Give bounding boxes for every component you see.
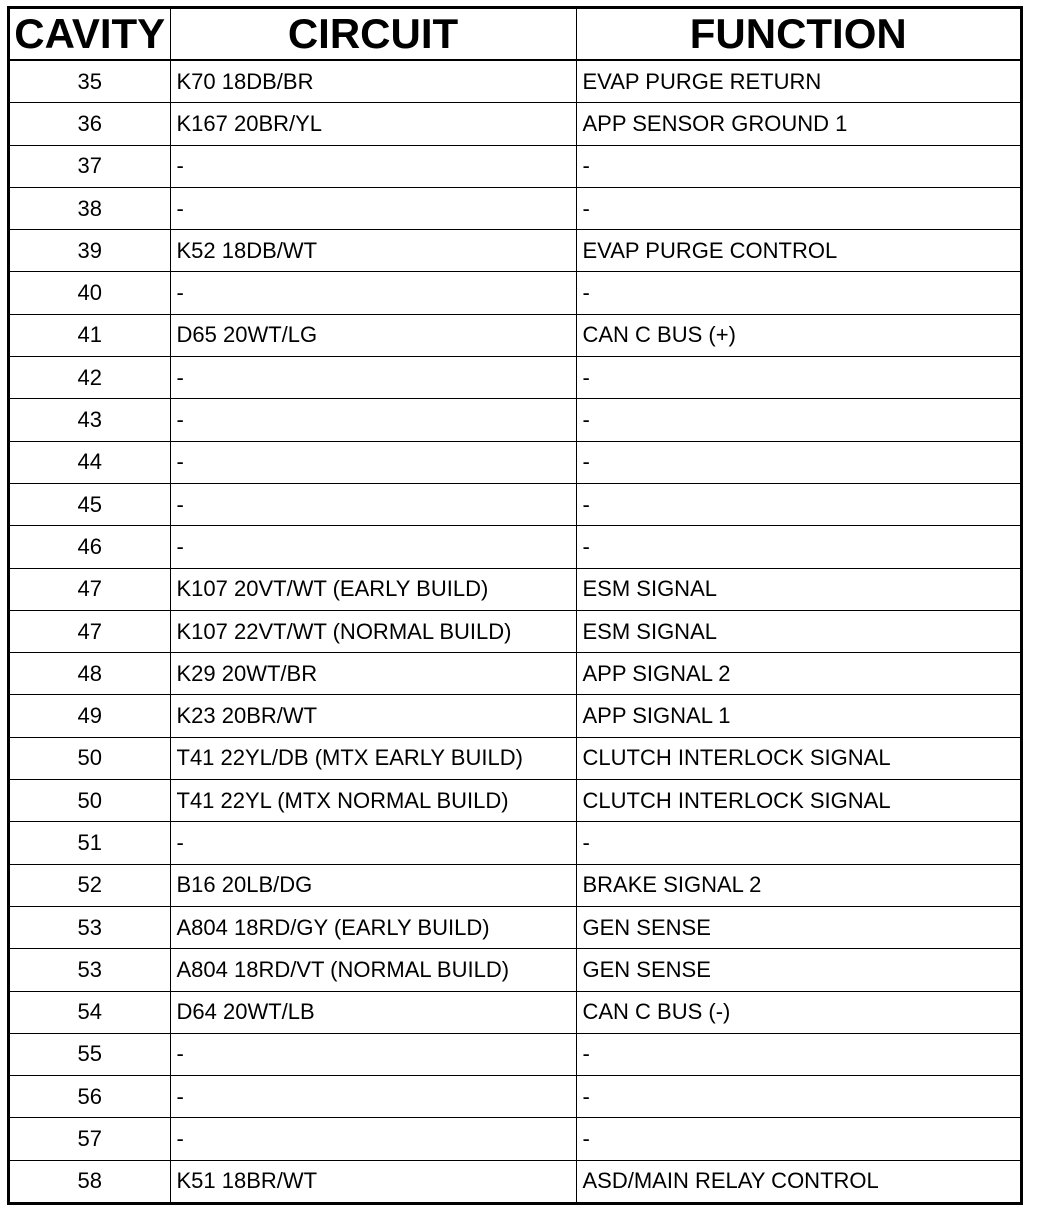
function-cell: -: [576, 399, 1020, 441]
cavity-cell: 39: [10, 230, 170, 272]
circuit-cell: -: [170, 441, 576, 483]
cavity-cell: 56: [10, 1076, 170, 1118]
pinout-table: [10, 9, 1020, 1202]
cavity-cell: 58: [10, 1160, 170, 1202]
function-cell: EVAP PURGE RETURN: [576, 60, 1020, 103]
cavity-cell: 51: [10, 822, 170, 864]
table-row: [10, 991, 1020, 1033]
cavity-cell: 40: [10, 272, 170, 314]
function-cell: ESM SIGNAL: [576, 610, 1020, 652]
table-row: [10, 357, 1020, 399]
connector-pinout-table: [7, 6, 1023, 1205]
cavity-cell: 42: [10, 357, 170, 399]
header-cavity: CAVITY: [10, 9, 170, 60]
cavity-cell: 48: [10, 653, 170, 695]
circuit-cell: -: [170, 526, 576, 568]
function-cell: EVAP PURGE CONTROL: [576, 230, 1020, 272]
table-body: [10, 60, 1020, 1202]
table-row: [10, 822, 1020, 864]
table-row: [10, 1118, 1020, 1160]
circuit-cell: A804 18RD/VT (NORMAL BUILD): [170, 949, 576, 991]
function-cell: APP SIGNAL 2: [576, 653, 1020, 695]
function-cell: ESM SIGNAL: [576, 568, 1020, 610]
circuit-cell: -: [170, 483, 576, 525]
function-cell: APP SENSOR GROUND 1: [576, 103, 1020, 145]
table-row: [10, 399, 1020, 441]
function-cell: -: [576, 1033, 1020, 1075]
header-function: FUNCTION: [576, 9, 1020, 60]
function-cell: -: [576, 272, 1020, 314]
function-cell: GEN SENSE: [576, 949, 1020, 991]
circuit-cell: K51 18BR/WT: [170, 1160, 576, 1202]
cavity-cell: 45: [10, 483, 170, 525]
cavity-cell: 49: [10, 695, 170, 737]
circuit-cell: -: [170, 187, 576, 229]
table-row: [10, 949, 1020, 991]
circuit-cell: K70 18DB/BR: [170, 60, 576, 103]
table-row: [10, 187, 1020, 229]
circuit-cell: -: [170, 272, 576, 314]
cavity-cell: 54: [10, 991, 170, 1033]
table-row: [10, 610, 1020, 652]
function-cell: CLUTCH INTERLOCK SIGNAL: [576, 780, 1020, 822]
table-row: [10, 314, 1020, 356]
function-cell: -: [576, 441, 1020, 483]
cavity-cell: 57: [10, 1118, 170, 1160]
circuit-cell: B16 20LB/DG: [170, 864, 576, 906]
circuit-cell: D64 20WT/LB: [170, 991, 576, 1033]
table-row: [10, 60, 1020, 103]
table-row: [10, 526, 1020, 568]
circuit-cell: -: [170, 357, 576, 399]
function-cell: -: [576, 526, 1020, 568]
circuit-cell: -: [170, 1118, 576, 1160]
table-row: [10, 780, 1020, 822]
table-row: [10, 695, 1020, 737]
cavity-cell: 41: [10, 314, 170, 356]
table-row: [10, 441, 1020, 483]
table-row: [10, 1033, 1020, 1075]
table-row: [10, 1076, 1020, 1118]
function-cell: -: [576, 145, 1020, 187]
circuit-cell: -: [170, 1033, 576, 1075]
cavity-cell: 38: [10, 187, 170, 229]
function-cell: -: [576, 1076, 1020, 1118]
cavity-cell: 50: [10, 737, 170, 779]
circuit-cell: K23 20BR/WT: [170, 695, 576, 737]
table-row: [10, 1160, 1020, 1202]
table-row: [10, 864, 1020, 906]
circuit-cell: K107 20VT/WT (EARLY BUILD): [170, 568, 576, 610]
function-cell: -: [576, 822, 1020, 864]
circuit-cell: K167 20BR/YL: [170, 103, 576, 145]
cavity-cell: 50: [10, 780, 170, 822]
circuit-cell: D65 20WT/LG: [170, 314, 576, 356]
table-row: [10, 568, 1020, 610]
function-cell: ASD/MAIN RELAY CONTROL: [582, 1168, 879, 1194]
cavity-cell: 47: [10, 610, 170, 652]
circuit-cell: T41 22YL (MTX NORMAL BUILD): [170, 780, 576, 822]
table-row: [10, 653, 1020, 695]
circuit-cell: -: [170, 399, 576, 441]
cavity-cell: 36: [10, 103, 170, 145]
cavity-cell: 44: [10, 441, 170, 483]
function-cell: APP SIGNAL 1: [576, 695, 1020, 737]
cavity-cell: 35: [10, 60, 170, 103]
cavity-cell: 52: [10, 864, 170, 906]
function-cell: CAN C BUS (-): [576, 991, 1020, 1033]
circuit-cell: K107 22VT/WT (NORMAL BUILD): [170, 610, 576, 652]
table-row: [10, 230, 1020, 272]
header-circuit: CIRCUIT: [170, 9, 576, 60]
circuit-cell: -: [170, 822, 576, 864]
circuit-cell: A804 18RD/GY (EARLY BUILD): [170, 906, 576, 948]
function-cell: -: [576, 483, 1020, 525]
circuit-cell: K52 18DB/WT: [170, 230, 576, 272]
function-cell: -: [576, 357, 1020, 399]
table-row: [10, 272, 1020, 314]
header-row: [10, 9, 1020, 60]
table-row: [10, 483, 1020, 525]
table-row: [10, 737, 1020, 779]
function-cell: BRAKE SIGNAL 2: [576, 864, 1020, 906]
circuit-cell: K29 20WT/BR: [170, 653, 576, 695]
function-cell: -: [576, 1118, 1020, 1160]
function-cell: -: [576, 187, 1020, 229]
function-cell: CAN C BUS (+): [576, 314, 1020, 356]
circuit-cell: -: [170, 1076, 576, 1118]
cavity-cell: 43: [10, 399, 170, 441]
table-row: [10, 103, 1020, 145]
table-row: [10, 906, 1020, 948]
cavity-cell: 55: [10, 1033, 170, 1075]
cavity-cell: 47: [10, 568, 170, 610]
cavity-cell: 46: [10, 526, 170, 568]
cavity-cell: 53: [10, 949, 170, 991]
cavity-cell: 37: [10, 145, 170, 187]
function-cell: CLUTCH INTERLOCK SIGNAL: [576, 737, 1020, 779]
table-row: [10, 145, 1020, 187]
circuit-cell: T41 22YL/DB (MTX EARLY BUILD): [170, 737, 576, 779]
circuit-cell: -: [170, 145, 576, 187]
function-cell: GEN SENSE: [576, 906, 1020, 948]
cavity-cell: 53: [10, 906, 170, 948]
